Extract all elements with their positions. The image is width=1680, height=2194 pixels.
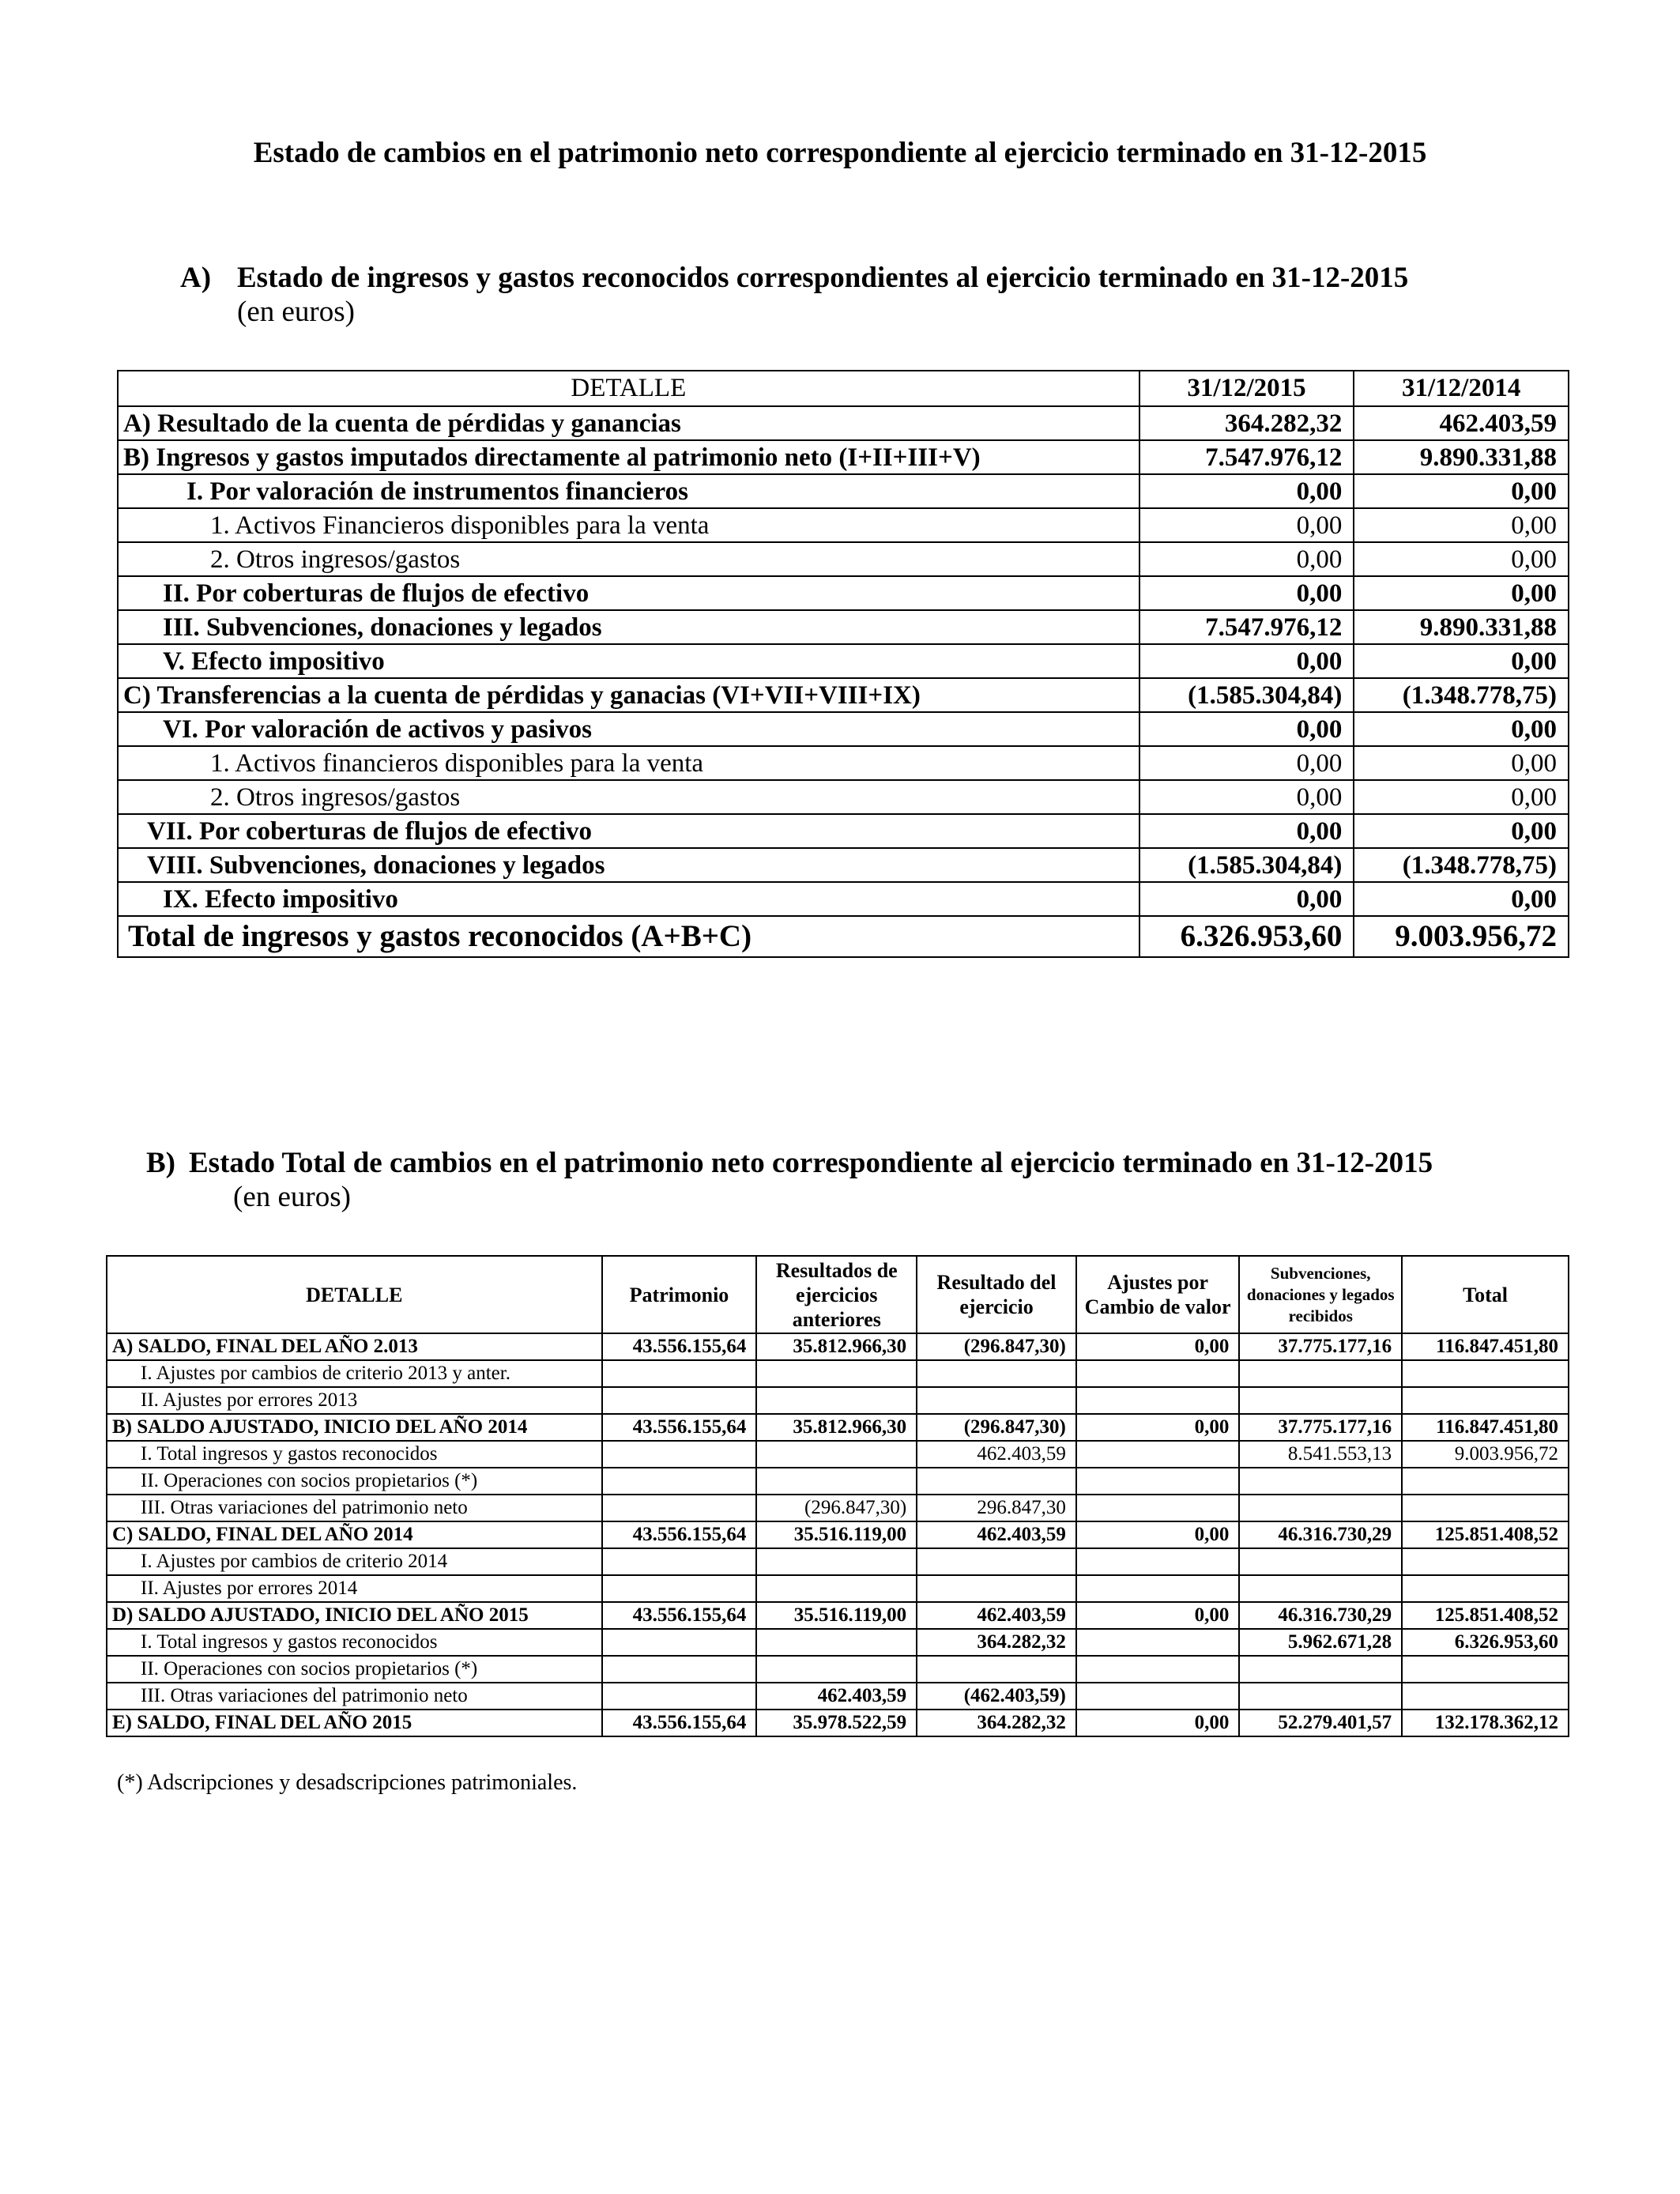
- value-total: [1402, 1548, 1569, 1575]
- value-total: 6.326.953,60: [1402, 1629, 1569, 1656]
- value-ejercicio: 462.403,59: [917, 1441, 1076, 1468]
- value-ajustes: [1076, 1387, 1239, 1414]
- value-subvenciones: [1239, 1548, 1402, 1575]
- table-row: [118, 746, 1569, 780]
- row-label: 1. Activos financieros disponibles para la venta: [118, 746, 1139, 780]
- row-label: V. Efecto impositivo: [118, 644, 1139, 678]
- value-subvenciones: [1239, 1387, 1402, 1414]
- value-2014: 0,00: [1354, 508, 1569, 542]
- value-anteriores: [756, 1441, 917, 1468]
- row-label: 2. Otros ingresos/gastos: [118, 780, 1139, 814]
- column-header-resultado-ejercicio: Resultado del ejercicio: [917, 1256, 1076, 1333]
- row-label: VIII. Subvenciones, donaciones y legados: [118, 848, 1139, 882]
- value-anteriores: (296.847,30): [756, 1495, 917, 1521]
- value-ajustes: 0,00: [1076, 1414, 1239, 1441]
- value-subvenciones: [1239, 1495, 1402, 1521]
- row-label: 2. Otros ingresos/gastos: [118, 542, 1139, 576]
- table-row: [118, 678, 1569, 712]
- value-2014: 0,00: [1354, 542, 1569, 576]
- value-2015: 364.282,32: [1139, 406, 1354, 440]
- row-label: I. Total ingresos y gastos reconocidos: [107, 1629, 602, 1656]
- value-patrimonio: 43.556.155,64: [602, 1521, 757, 1548]
- value-2014: 9.890.331,88: [1354, 440, 1569, 474]
- value-ajustes: [1076, 1495, 1239, 1521]
- table-row: [118, 508, 1569, 542]
- row-label: IX. Efecto impositivo: [118, 882, 1139, 916]
- row-label: III. Otras variaciones del patrimonio neto: [107, 1495, 602, 1521]
- value-ajustes: [1076, 1360, 1239, 1387]
- section-b-heading: [146, 1146, 1433, 1214]
- value-2015: 0,00: [1139, 882, 1354, 916]
- value-anteriores: [756, 1387, 917, 1414]
- value-2014: 0,00: [1354, 644, 1569, 678]
- value-subvenciones: 37.775.177,16: [1239, 1333, 1402, 1360]
- value-anteriores: [756, 1360, 917, 1387]
- table-row: [107, 1683, 1569, 1710]
- value-total: [1402, 1575, 1569, 1602]
- equity-changes-table: [106, 1255, 1569, 1737]
- section-a-subtitle: (en euros): [237, 296, 355, 328]
- value-ajustes: [1076, 1441, 1239, 1468]
- value-patrimonio: [602, 1441, 757, 1468]
- recognized-income-table: [117, 370, 1569, 958]
- table-row: [107, 1656, 1569, 1683]
- table-row: [118, 474, 1569, 508]
- value-ejercicio: [917, 1468, 1076, 1495]
- value-2015: 6.326.953,60: [1139, 916, 1354, 957]
- value-anteriores: 35.978.522,59: [756, 1710, 917, 1736]
- value-ejercicio: 462.403,59: [917, 1602, 1076, 1629]
- section-a-title: Estado de ingresos y gastos reconocidos correspondientes al ejercicio terminado en 31-12-2015: [237, 262, 1409, 294]
- value-2014: 0,00: [1354, 576, 1569, 610]
- table-row: [118, 406, 1569, 440]
- value-patrimonio: [602, 1360, 757, 1387]
- value-ejercicio: 364.282,32: [917, 1629, 1076, 1656]
- table-row: [118, 814, 1569, 848]
- row-label: VI. Por valoración de activos y pasivos: [118, 712, 1139, 746]
- value-ejercicio: (462.403,59): [917, 1683, 1076, 1710]
- table-row: [118, 916, 1569, 957]
- table-row: [107, 1710, 1569, 1736]
- value-anteriores: 35.812.966,30: [756, 1333, 917, 1360]
- value-patrimonio: [602, 1548, 757, 1575]
- value-patrimonio: [602, 1629, 757, 1656]
- table-row: [107, 1629, 1569, 1656]
- table-row: [107, 1548, 1569, 1575]
- table-row: [118, 610, 1569, 644]
- value-2015: 0,00: [1139, 576, 1354, 610]
- value-subvenciones: [1239, 1468, 1402, 1495]
- value-ajustes: [1076, 1468, 1239, 1495]
- table-row: [107, 1441, 1569, 1468]
- table-row: [107, 1414, 1569, 1441]
- row-label: A) SALDO, FINAL DEL AÑO 2.013: [107, 1333, 602, 1360]
- row-label: I. Total ingresos y gastos reconocidos: [107, 1441, 602, 1468]
- table-row: [107, 1602, 1569, 1629]
- value-total: [1402, 1360, 1569, 1387]
- table-row: [118, 848, 1569, 882]
- value-ajustes: 0,00: [1076, 1521, 1239, 1548]
- column-header-2014: 31/12/2014: [1354, 371, 1569, 406]
- table-row: [118, 440, 1569, 474]
- value-2014: (1.348.778,75): [1354, 848, 1569, 882]
- value-2015: 0,00: [1139, 746, 1354, 780]
- value-ajustes: 0,00: [1076, 1333, 1239, 1360]
- value-2015: 0,00: [1139, 474, 1354, 508]
- value-subvenciones: 46.316.730,29: [1239, 1521, 1402, 1548]
- value-ejercicio: 296.847,30: [917, 1495, 1076, 1521]
- column-header-subvenciones: Subvenciones, donaciones y legados recibidos: [1239, 1256, 1402, 1333]
- section-b-subtitle: (en euros): [233, 1181, 351, 1213]
- row-label: Total de ingresos y gastos reconocidos (A+B+C): [118, 916, 1139, 957]
- value-ejercicio: 462.403,59: [917, 1521, 1076, 1548]
- value-2014: (1.348.778,75): [1354, 678, 1569, 712]
- row-label: D) SALDO AJUSTADO, INICIO DEL AÑO 2015: [107, 1602, 602, 1629]
- value-2014: 462.403,59: [1354, 406, 1569, 440]
- value-anteriores: [756, 1656, 917, 1683]
- value-patrimonio: [602, 1468, 757, 1495]
- value-anteriores: 462.403,59: [756, 1683, 917, 1710]
- value-patrimonio: [602, 1495, 757, 1521]
- value-anteriores: 35.516.119,00: [756, 1521, 917, 1548]
- row-label: III. Otras variaciones del patrimonio neto: [107, 1683, 602, 1710]
- value-patrimonio: [602, 1387, 757, 1414]
- value-2014: 0,00: [1354, 780, 1569, 814]
- table-row: [107, 1495, 1569, 1521]
- value-total: 125.851.408,52: [1402, 1521, 1569, 1548]
- value-subvenciones: 5.962.671,28: [1239, 1629, 1402, 1656]
- row-label: II. Operaciones con socios propietarios (*): [107, 1656, 602, 1683]
- value-subvenciones: 37.775.177,16: [1239, 1414, 1402, 1441]
- value-ajustes: 0,00: [1076, 1602, 1239, 1629]
- column-header-detalle: DETALLE: [118, 371, 1139, 406]
- value-2014: 0,00: [1354, 746, 1569, 780]
- section-a-heading: [180, 261, 1408, 329]
- row-label: I. Ajustes por cambios de criterio 2013 y anter.: [107, 1360, 602, 1387]
- table-row: [107, 1333, 1569, 1360]
- row-label: C) SALDO, FINAL DEL AÑO 2014: [107, 1521, 602, 1548]
- section-a-letter: A): [180, 262, 212, 294]
- value-subvenciones: 46.316.730,29: [1239, 1602, 1402, 1629]
- row-label: III. Subvenciones, donaciones y legados: [118, 610, 1139, 644]
- value-subvenciones: 8.541.553,13: [1239, 1441, 1402, 1468]
- value-total: [1402, 1468, 1569, 1495]
- table-row: [107, 1575, 1569, 1602]
- value-2014: 0,00: [1354, 814, 1569, 848]
- row-label: B) Ingresos y gastos imputados directamente al patrimonio neto (I+II+III+V): [118, 440, 1139, 474]
- value-total: [1402, 1683, 1569, 1710]
- value-ejercicio: (296.847,30): [917, 1414, 1076, 1441]
- value-total: 125.851.408,52: [1402, 1602, 1569, 1629]
- value-2015: (1.585.304,84): [1139, 848, 1354, 882]
- table-row: [118, 542, 1569, 576]
- value-ejercicio: [917, 1548, 1076, 1575]
- value-ajustes: [1076, 1548, 1239, 1575]
- table-row: [107, 1360, 1569, 1387]
- value-2014: 0,00: [1354, 882, 1569, 916]
- value-ejercicio: [917, 1387, 1076, 1414]
- value-total: 116.847.451,80: [1402, 1333, 1569, 1360]
- row-label: B) SALDO AJUSTADO, INICIO DEL AÑO 2014: [107, 1414, 602, 1441]
- value-subvenciones: [1239, 1656, 1402, 1683]
- table-row: [107, 1387, 1569, 1414]
- row-label: II. Ajustes por errores 2013: [107, 1387, 602, 1414]
- row-label: E) SALDO, FINAL DEL AÑO 2015: [107, 1710, 602, 1736]
- value-ejercicio: [917, 1575, 1076, 1602]
- value-subvenciones: 52.279.401,57: [1239, 1710, 1402, 1736]
- section-b-letter: B): [146, 1147, 175, 1179]
- value-2014: 9.890.331,88: [1354, 610, 1569, 644]
- table-row: [118, 712, 1569, 746]
- value-anteriores: 35.812.966,30: [756, 1414, 917, 1441]
- value-2014: 0,00: [1354, 712, 1569, 746]
- column-header-total: Total: [1402, 1256, 1569, 1333]
- row-label: I. Ajustes por cambios de criterio 2014: [107, 1548, 602, 1575]
- value-total: [1402, 1495, 1569, 1521]
- value-2014: 0,00: [1354, 474, 1569, 508]
- value-ajustes: 0,00: [1076, 1710, 1239, 1736]
- footnote: (*) Adscripciones y desadscripciones patrimoniales.: [117, 1770, 578, 1795]
- row-label: II. Por coberturas de flujos de efectivo: [118, 576, 1139, 610]
- value-2015: 0,00: [1139, 644, 1354, 678]
- value-patrimonio: 43.556.155,64: [602, 1602, 757, 1629]
- value-subvenciones: [1239, 1575, 1402, 1602]
- row-label: II. Operaciones con socios propietarios (*): [107, 1468, 602, 1495]
- value-patrimonio: [602, 1656, 757, 1683]
- table-row: [107, 1521, 1569, 1548]
- value-ajustes: [1076, 1629, 1239, 1656]
- value-patrimonio: 43.556.155,64: [602, 1710, 757, 1736]
- value-ajustes: [1076, 1683, 1239, 1710]
- value-anteriores: [756, 1629, 917, 1656]
- value-anteriores: [756, 1548, 917, 1575]
- value-patrimonio: 43.556.155,64: [602, 1333, 757, 1360]
- column-header-detalle: DETALLE: [107, 1256, 602, 1333]
- table-row: [107, 1468, 1569, 1495]
- value-anteriores: [756, 1575, 917, 1602]
- value-2015: 7.547.976,12: [1139, 610, 1354, 644]
- column-header-2015: 31/12/2015: [1139, 371, 1354, 406]
- row-label: VII. Por coberturas de flujos de efectivo: [118, 814, 1139, 848]
- row-label: A) Resultado de la cuenta de pérdidas y ganancias: [118, 406, 1139, 440]
- value-2015: 0,00: [1139, 542, 1354, 576]
- value-subvenciones: [1239, 1360, 1402, 1387]
- value-total: 116.847.451,80: [1402, 1414, 1569, 1441]
- row-label: 1. Activos Financieros disponibles para la venta: [118, 508, 1139, 542]
- value-2015: 0,00: [1139, 780, 1354, 814]
- value-anteriores: 35.516.119,00: [756, 1602, 917, 1629]
- value-total: 9.003.956,72: [1402, 1441, 1569, 1468]
- value-2015: 0,00: [1139, 508, 1354, 542]
- value-patrimonio: [602, 1683, 757, 1710]
- table-row: [118, 644, 1569, 678]
- row-label: I. Por valoración de instrumentos financieros: [118, 474, 1139, 508]
- value-anteriores: [756, 1468, 917, 1495]
- value-patrimonio: 43.556.155,64: [602, 1414, 757, 1441]
- value-2015: (1.585.304,84): [1139, 678, 1354, 712]
- value-total: 132.178.362,12: [1402, 1710, 1569, 1736]
- value-total: [1402, 1387, 1569, 1414]
- column-header-ajustes: Ajustes por Cambio de valor: [1076, 1256, 1239, 1333]
- table-row: [118, 780, 1569, 814]
- section-b-title: Estado Total de cambios en el patrimonio neto correspondiente al ejercicio terminado en 31-12-2015: [189, 1147, 1433, 1179]
- value-2015: 7.547.976,12: [1139, 440, 1354, 474]
- row-label: C) Transferencias a la cuenta de pérdidas y ganacias (VI+VII+VIII+IX): [118, 678, 1139, 712]
- value-ajustes: [1076, 1575, 1239, 1602]
- value-ejercicio: [917, 1360, 1076, 1387]
- value-2015: 0,00: [1139, 814, 1354, 848]
- value-total: [1402, 1656, 1569, 1683]
- value-subvenciones: [1239, 1683, 1402, 1710]
- column-header-resultados-anteriores: Resultados de ejercicios anteriores: [756, 1256, 917, 1333]
- value-2015: 0,00: [1139, 712, 1354, 746]
- value-ejercicio: (296.847,30): [917, 1333, 1076, 1360]
- column-header-patrimonio: Patrimonio: [602, 1256, 757, 1333]
- value-ejercicio: 364.282,32: [917, 1710, 1076, 1736]
- table-row: [118, 882, 1569, 916]
- value-ejercicio: [917, 1656, 1076, 1683]
- table-row: [118, 576, 1569, 610]
- value-2014: 9.003.956,72: [1354, 916, 1569, 957]
- value-patrimonio: [602, 1575, 757, 1602]
- value-ajustes: [1076, 1656, 1239, 1683]
- row-label: II. Ajustes por errores 2014: [107, 1575, 602, 1602]
- document-title: Estado de cambios en el patrimonio neto correspondiente al ejercicio terminado en 31-12-2015: [253, 137, 1427, 169]
